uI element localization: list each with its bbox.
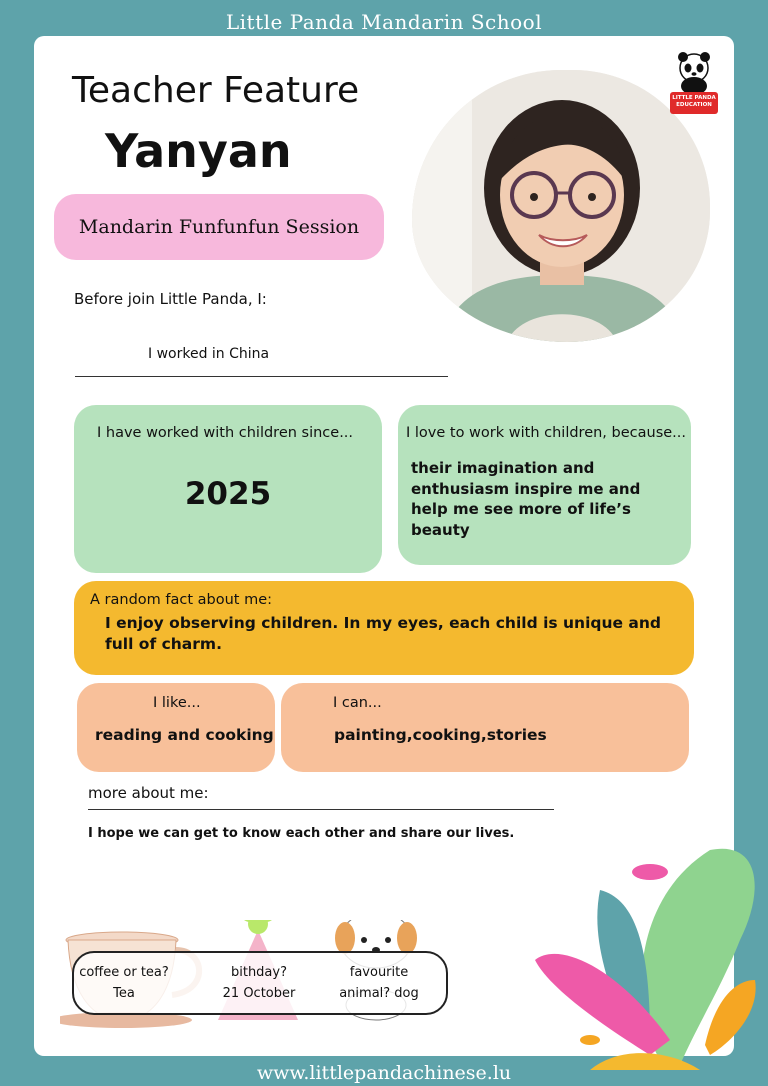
coffee-or-tea bbox=[74, 962, 174, 1004]
cans-label: I can... bbox=[333, 695, 382, 711]
likes-label: I like... bbox=[153, 695, 201, 711]
logo-line-2: EDUCATION bbox=[676, 102, 712, 108]
love-children-label: I love to work with children, because... bbox=[406, 425, 687, 441]
session-label: Mandarin Funfunfun Session bbox=[78, 216, 360, 238]
decorative-leaves bbox=[530, 840, 768, 1086]
animal-question: favourite bbox=[349, 965, 409, 980]
love-children-reason: their imagination and enthusiasm inspire me and help me see more of life’s beauty bbox=[411, 459, 641, 539]
birthday-question: bithday? bbox=[230, 965, 287, 980]
animal-answer: animal? dog bbox=[339, 986, 419, 1001]
coffee-answer: Tea bbox=[113, 986, 135, 1001]
children-since-label: I have worked with children since... bbox=[97, 425, 354, 441]
random-fact-label: A random fact about me: bbox=[90, 592, 273, 608]
website-link[interactable]: www.littlepandachinese.lu bbox=[256, 1062, 512, 1084]
school-name: Little Panda Mandarin School bbox=[225, 10, 543, 34]
cans-value: painting,cooking,stories bbox=[334, 726, 547, 744]
likes-value: reading and cooking bbox=[95, 726, 274, 744]
school-logo bbox=[668, 50, 720, 116]
coffee-question: coffee or tea? bbox=[79, 965, 169, 980]
teacher-name: Yanyan bbox=[105, 124, 292, 178]
children-since-year: 2025 bbox=[184, 476, 272, 512]
leaf-shapes-icon bbox=[535, 849, 756, 1070]
divider-line bbox=[88, 809, 554, 810]
logo-line-1: LITTLE PANDA bbox=[672, 95, 716, 101]
favourite-animal bbox=[324, 962, 434, 1004]
birthday-answer: 21 October bbox=[222, 986, 296, 1001]
more-about-text: I hope we can get to know each other and share our lives. bbox=[88, 826, 515, 841]
session-badge bbox=[54, 194, 384, 260]
logo-text bbox=[670, 95, 718, 109]
more-about-label: more about me: bbox=[88, 784, 209, 802]
divider-line bbox=[75, 376, 448, 377]
random-fact-text: I enjoy observing children. In my eyes, each child is unique and full of charm. bbox=[105, 614, 662, 653]
before-value: I worked in China bbox=[148, 346, 270, 362]
before-label: Before join Little Panda, I: bbox=[74, 290, 267, 308]
feature-title: Teacher Feature bbox=[72, 70, 360, 111]
birthday bbox=[212, 962, 306, 1004]
